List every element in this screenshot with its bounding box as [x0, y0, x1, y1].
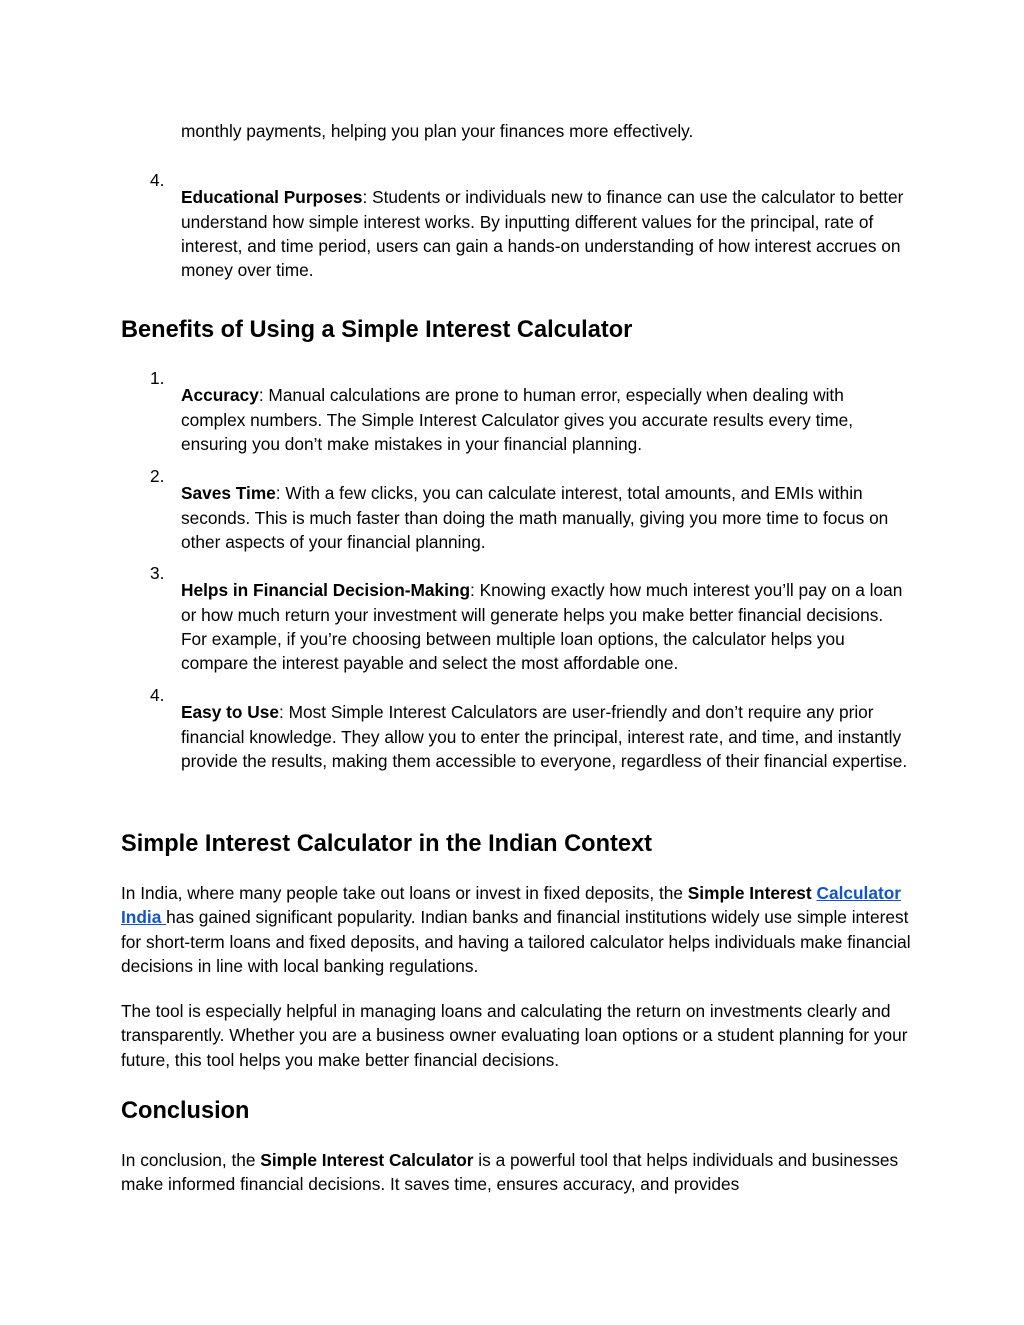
paragraph-text: is a powerful tool that helps individuals and businesses make informed financial decisions. It saves time, ensures accuracy, and provides [121, 1150, 899, 1195]
list-number: 4. [150, 685, 165, 705]
list-number: 1. [150, 368, 165, 388]
list-item [121, 683, 911, 790]
list-item-text: : Students or individuals new to finance can use the calculator to better understand how simple interest works. By inputting different values for the principal, rate of interest, and time period, users can gain a hands-on understanding of how interest accrues on money over time. [181, 187, 904, 281]
paragraph [121, 881, 911, 978]
paragraph-text: has gained significant popularity. Indian banks and financial institutions widely use simple interest for short-term loans and fixed deposits, and having a tailored calculator helps individuals make financial decisions in line with local banking regulations. [121, 907, 911, 976]
list-item-body [181, 578, 911, 675]
list-item-body [181, 185, 911, 282]
paragraph-bold: Simple Interest [687, 883, 812, 903]
list-number: 4. [150, 170, 165, 190]
paragraph [121, 1148, 911, 1197]
list-item-term: Easy to Use [181, 702, 279, 723]
list-item [121, 464, 911, 571]
list-item-body [181, 700, 911, 773]
section-heading-india: Simple Interest Calculator in the Indian Context [121, 831, 652, 857]
list-item-text: : With a few clicks, you can calculate interest, total amounts, and EMIs within seconds. This is much faster than doing the math manually, giving you more time to focus on other aspects of your financial planning. [181, 483, 889, 552]
continued-paragraph: monthly payments, helping you plan your finances more effectively. [181, 121, 694, 141]
list-item-text: : Most Simple Interest Calculators are user-friendly and don’t require any prior financial knowledge. They allow you to enter the principal, interest rate, and time, and instantly provide the results, making them accessible to everyone, regardless of their financial expertise. [181, 702, 908, 771]
list-item-body [181, 481, 911, 554]
list-item-text: : Knowing exactly how much interest you’ll pay on a loan or how much return your investment will generate helps you make better financial decisions. For example, if you’re choosing between multiple loan options, the calculator helps you compare the interest payable and select the most affordable one. [181, 580, 903, 674]
list-number: 3. [150, 563, 165, 583]
list-item [121, 168, 911, 300]
paragraph-text: In India, where many people take out loans or invest in fixed deposits, the [121, 883, 688, 903]
section-heading-benefits: Benefits of Using a Simple Interest Calculator [121, 317, 633, 343]
list-item-term: Accuracy [181, 385, 259, 406]
list-item-text: : Manual calculations are prone to human error, especially when dealing with complex numbers. The Simple Interest Calculator gives you accurate results every time, ensuring you don’t make mistakes in your financial planning. [181, 385, 854, 454]
list-item-term: Saves Time [181, 483, 276, 504]
list-item-body [181, 383, 911, 456]
list-number: 2. [150, 466, 165, 486]
section-heading-conclusion: Conclusion [121, 1098, 250, 1124]
paragraph: The tool is especially helpful in managing loans and calculating the return on investments clearly and transparently. Whether you are a business owner evaluating loan options or a student planning for your future, this tool helps you make better financial decisions. [121, 1001, 908, 1070]
list-item-term: Educational Purposes [181, 187, 363, 208]
list-item [121, 366, 911, 473]
list-item-term: Helps in Financial Decision-Making [181, 580, 471, 601]
calculator-india-link[interactable]: Calculator India [121, 883, 901, 928]
paragraph-text: In conclusion, the [121, 1150, 261, 1170]
paragraph-bold: Simple Interest Calculator [260, 1150, 474, 1170]
list-item [121, 561, 911, 693]
